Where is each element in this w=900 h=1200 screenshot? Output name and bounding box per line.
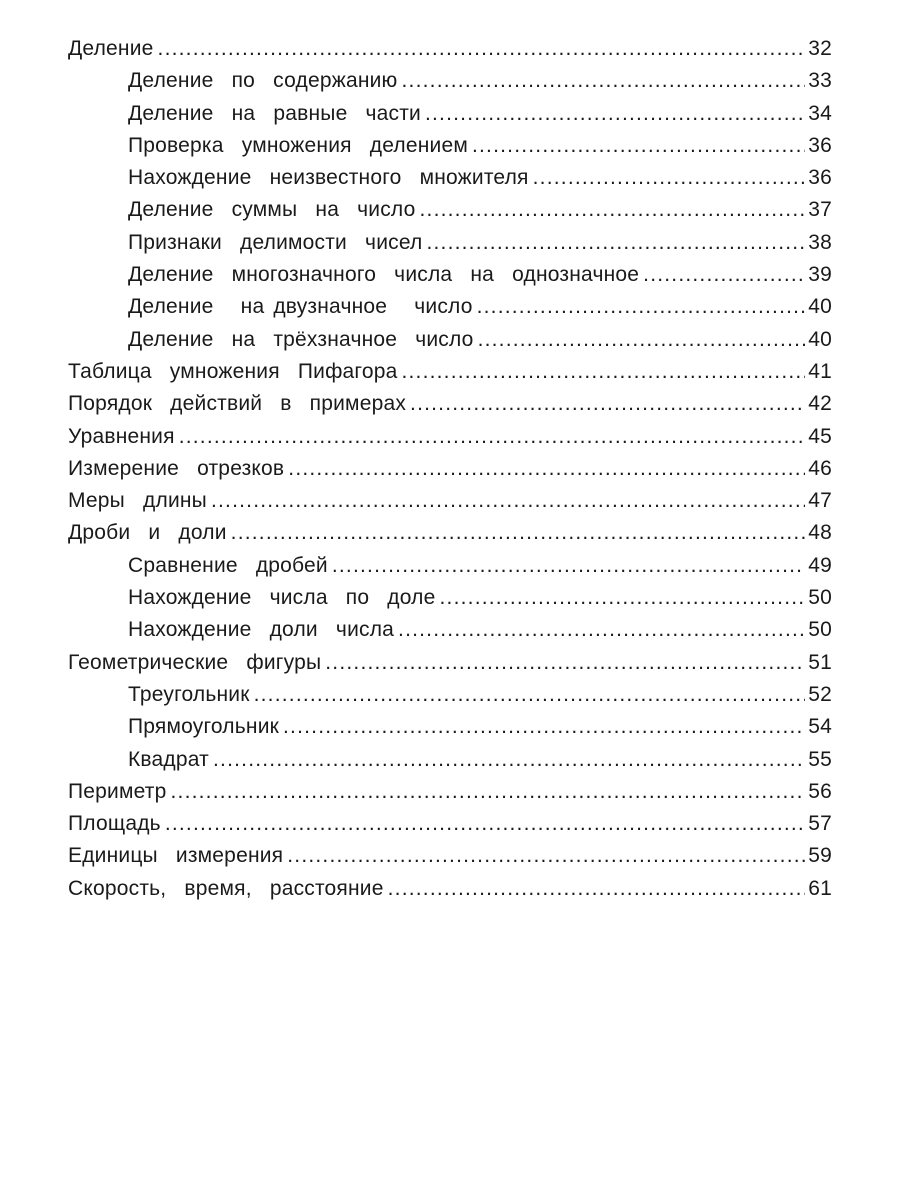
- dot-leader: [477, 295, 806, 319]
- dot-leader: [478, 328, 806, 352]
- toc-entry[interactable]: [68, 295, 832, 327]
- toc-entry[interactable]: [68, 198, 832, 230]
- toc-entry-page-number: 61: [808, 876, 832, 900]
- toc-entry[interactable]: [68, 554, 832, 586]
- dot-leader: [388, 877, 806, 901]
- dot-leader: [231, 521, 806, 545]
- toc-entry-title: Нахождение неизвестного множителя: [128, 166, 529, 190]
- dot-leader: [425, 102, 805, 126]
- dot-leader: [332, 554, 805, 578]
- toc-entry-title: Прямоугольник: [128, 715, 280, 739]
- toc-entry[interactable]: [68, 812, 832, 844]
- toc-entry-title: Проверка умножения делением: [128, 133, 468, 157]
- toc-entry-page-number: 38: [808, 230, 832, 254]
- dot-leader: [410, 392, 805, 416]
- toc-entry-title: Меры длины: [68, 489, 207, 513]
- toc-entry-page-number: 33: [808, 69, 832, 93]
- toc-entry[interactable]: [68, 134, 832, 166]
- toc-entry-title: Геометрические фигуры: [68, 650, 322, 674]
- dot-leader: [402, 69, 806, 93]
- toc-entry[interactable]: [68, 618, 832, 650]
- toc-entry-title: Деление многозначного числа на однозначное: [128, 263, 640, 287]
- toc-entry-title: Нахождение доли числа: [128, 618, 395, 642]
- toc-entry-title: Периметр: [68, 779, 167, 803]
- toc-entry[interactable]: [68, 37, 832, 69]
- toc-entry-page-number: 36: [808, 166, 832, 190]
- dot-leader: [398, 618, 805, 642]
- toc-entry-page-number: 36: [808, 133, 832, 157]
- toc-entry[interactable]: [68, 715, 832, 747]
- dot-leader: [179, 425, 806, 449]
- toc-entry[interactable]: [68, 877, 832, 909]
- toc-entry[interactable]: [68, 748, 832, 780]
- toc-entry-page-number: 57: [808, 812, 832, 836]
- dot-leader: [165, 812, 805, 836]
- dot-leader: [288, 457, 805, 481]
- dot-leader: [283, 715, 805, 739]
- dot-leader: [254, 683, 806, 707]
- dot-leader: [643, 263, 805, 287]
- toc-entry-title: Порядок действий в примерах: [68, 392, 407, 416]
- toc-entry-title: Деление по содержанию: [128, 69, 398, 93]
- toc-entry-page-number: 50: [808, 618, 832, 642]
- toc-entry-page-number: 40: [808, 295, 832, 319]
- toc-entry-title: Таблица умножения Пифагора: [68, 359, 398, 383]
- toc-entry-page-number: 56: [808, 779, 832, 803]
- toc-entry-title: Треугольник: [128, 682, 250, 706]
- toc-entry-page-number: 39: [808, 263, 832, 287]
- dot-leader: [420, 198, 806, 222]
- toc-entry-page-number: 37: [808, 198, 832, 222]
- toc-entry-page-number: 48: [808, 521, 832, 545]
- toc-entry-title: Сравнение дробей: [128, 553, 328, 577]
- toc-entry-page-number: 34: [808, 101, 832, 125]
- table-of-contents: [68, 37, 832, 909]
- toc-entry-title: Деление на двузначное число: [128, 295, 473, 319]
- toc-entry[interactable]: [68, 392, 832, 424]
- toc-entry[interactable]: [68, 844, 832, 876]
- toc-entry-page-number: 52: [808, 682, 832, 706]
- toc-entry-page-number: 47: [808, 489, 832, 513]
- dot-leader: [287, 844, 805, 868]
- toc-entry[interactable]: [68, 521, 832, 553]
- toc-entry-title: Деление на равные части: [128, 101, 421, 125]
- toc-entry[interactable]: [68, 166, 832, 198]
- toc-entry-page-number: 50: [808, 586, 832, 610]
- dot-leader: [171, 780, 806, 804]
- dot-leader: [426, 231, 805, 255]
- toc-entry[interactable]: [68, 360, 832, 392]
- toc-entry-page-number: 55: [808, 747, 832, 771]
- toc-entry-title: Квадрат: [128, 747, 210, 771]
- dot-leader: [440, 586, 806, 610]
- toc-entry[interactable]: [68, 489, 832, 521]
- toc-entry-title: Скорость, время, расстояние: [68, 876, 384, 900]
- toc-entry-title: Признаки делимости чисел: [128, 230, 423, 254]
- dot-leader: [533, 166, 806, 190]
- toc-entry-title: Деление: [68, 37, 154, 60]
- dot-leader: [211, 489, 805, 513]
- toc-entry[interactable]: [68, 102, 832, 134]
- dot-leader: [472, 134, 805, 158]
- toc-entry[interactable]: [68, 651, 832, 683]
- toc-entry[interactable]: [68, 683, 832, 715]
- dot-leader: [213, 748, 805, 772]
- toc-entry[interactable]: [68, 69, 832, 101]
- dot-leader: [401, 360, 805, 384]
- toc-entry-title: Площадь: [68, 812, 161, 836]
- dot-leader: [325, 651, 805, 675]
- toc-entry[interactable]: [68, 586, 832, 618]
- toc-entry-title: Деление суммы на число: [128, 198, 416, 222]
- toc-entry-page-number: 32: [808, 37, 832, 60]
- toc-entry-title: Единицы измерения: [68, 844, 284, 868]
- toc-entry-page-number: 54: [808, 715, 832, 739]
- toc-entry-page-number: 42: [808, 392, 832, 416]
- toc-entry[interactable]: [68, 457, 832, 489]
- toc-entry[interactable]: [68, 425, 832, 457]
- toc-entry-page-number: 40: [808, 327, 832, 351]
- toc-entry-page-number: 49: [808, 553, 832, 577]
- toc-entry-title: Уравнения: [68, 424, 175, 448]
- dot-leader: [158, 37, 806, 61]
- toc-entry-title: Деление на трёхзначное число: [128, 327, 474, 351]
- toc-entry-page-number: 45: [808, 424, 832, 448]
- toc-entry[interactable]: [68, 328, 832, 360]
- toc-entry-page-number: 59: [808, 844, 832, 868]
- toc-entry[interactable]: [68, 263, 832, 295]
- toc-entry-page-number: 46: [808, 456, 832, 480]
- toc-entry[interactable]: [68, 231, 832, 263]
- toc-entry-title: Дроби и доли: [68, 521, 227, 545]
- toc-entry[interactable]: [68, 780, 832, 812]
- toc-entry-title: Нахождение числа по доле: [128, 586, 436, 610]
- toc-entry-title: Измерение отрезков: [68, 456, 285, 480]
- toc-entry-page-number: 41: [808, 359, 832, 383]
- toc-entry-page-number: 51: [808, 650, 832, 674]
